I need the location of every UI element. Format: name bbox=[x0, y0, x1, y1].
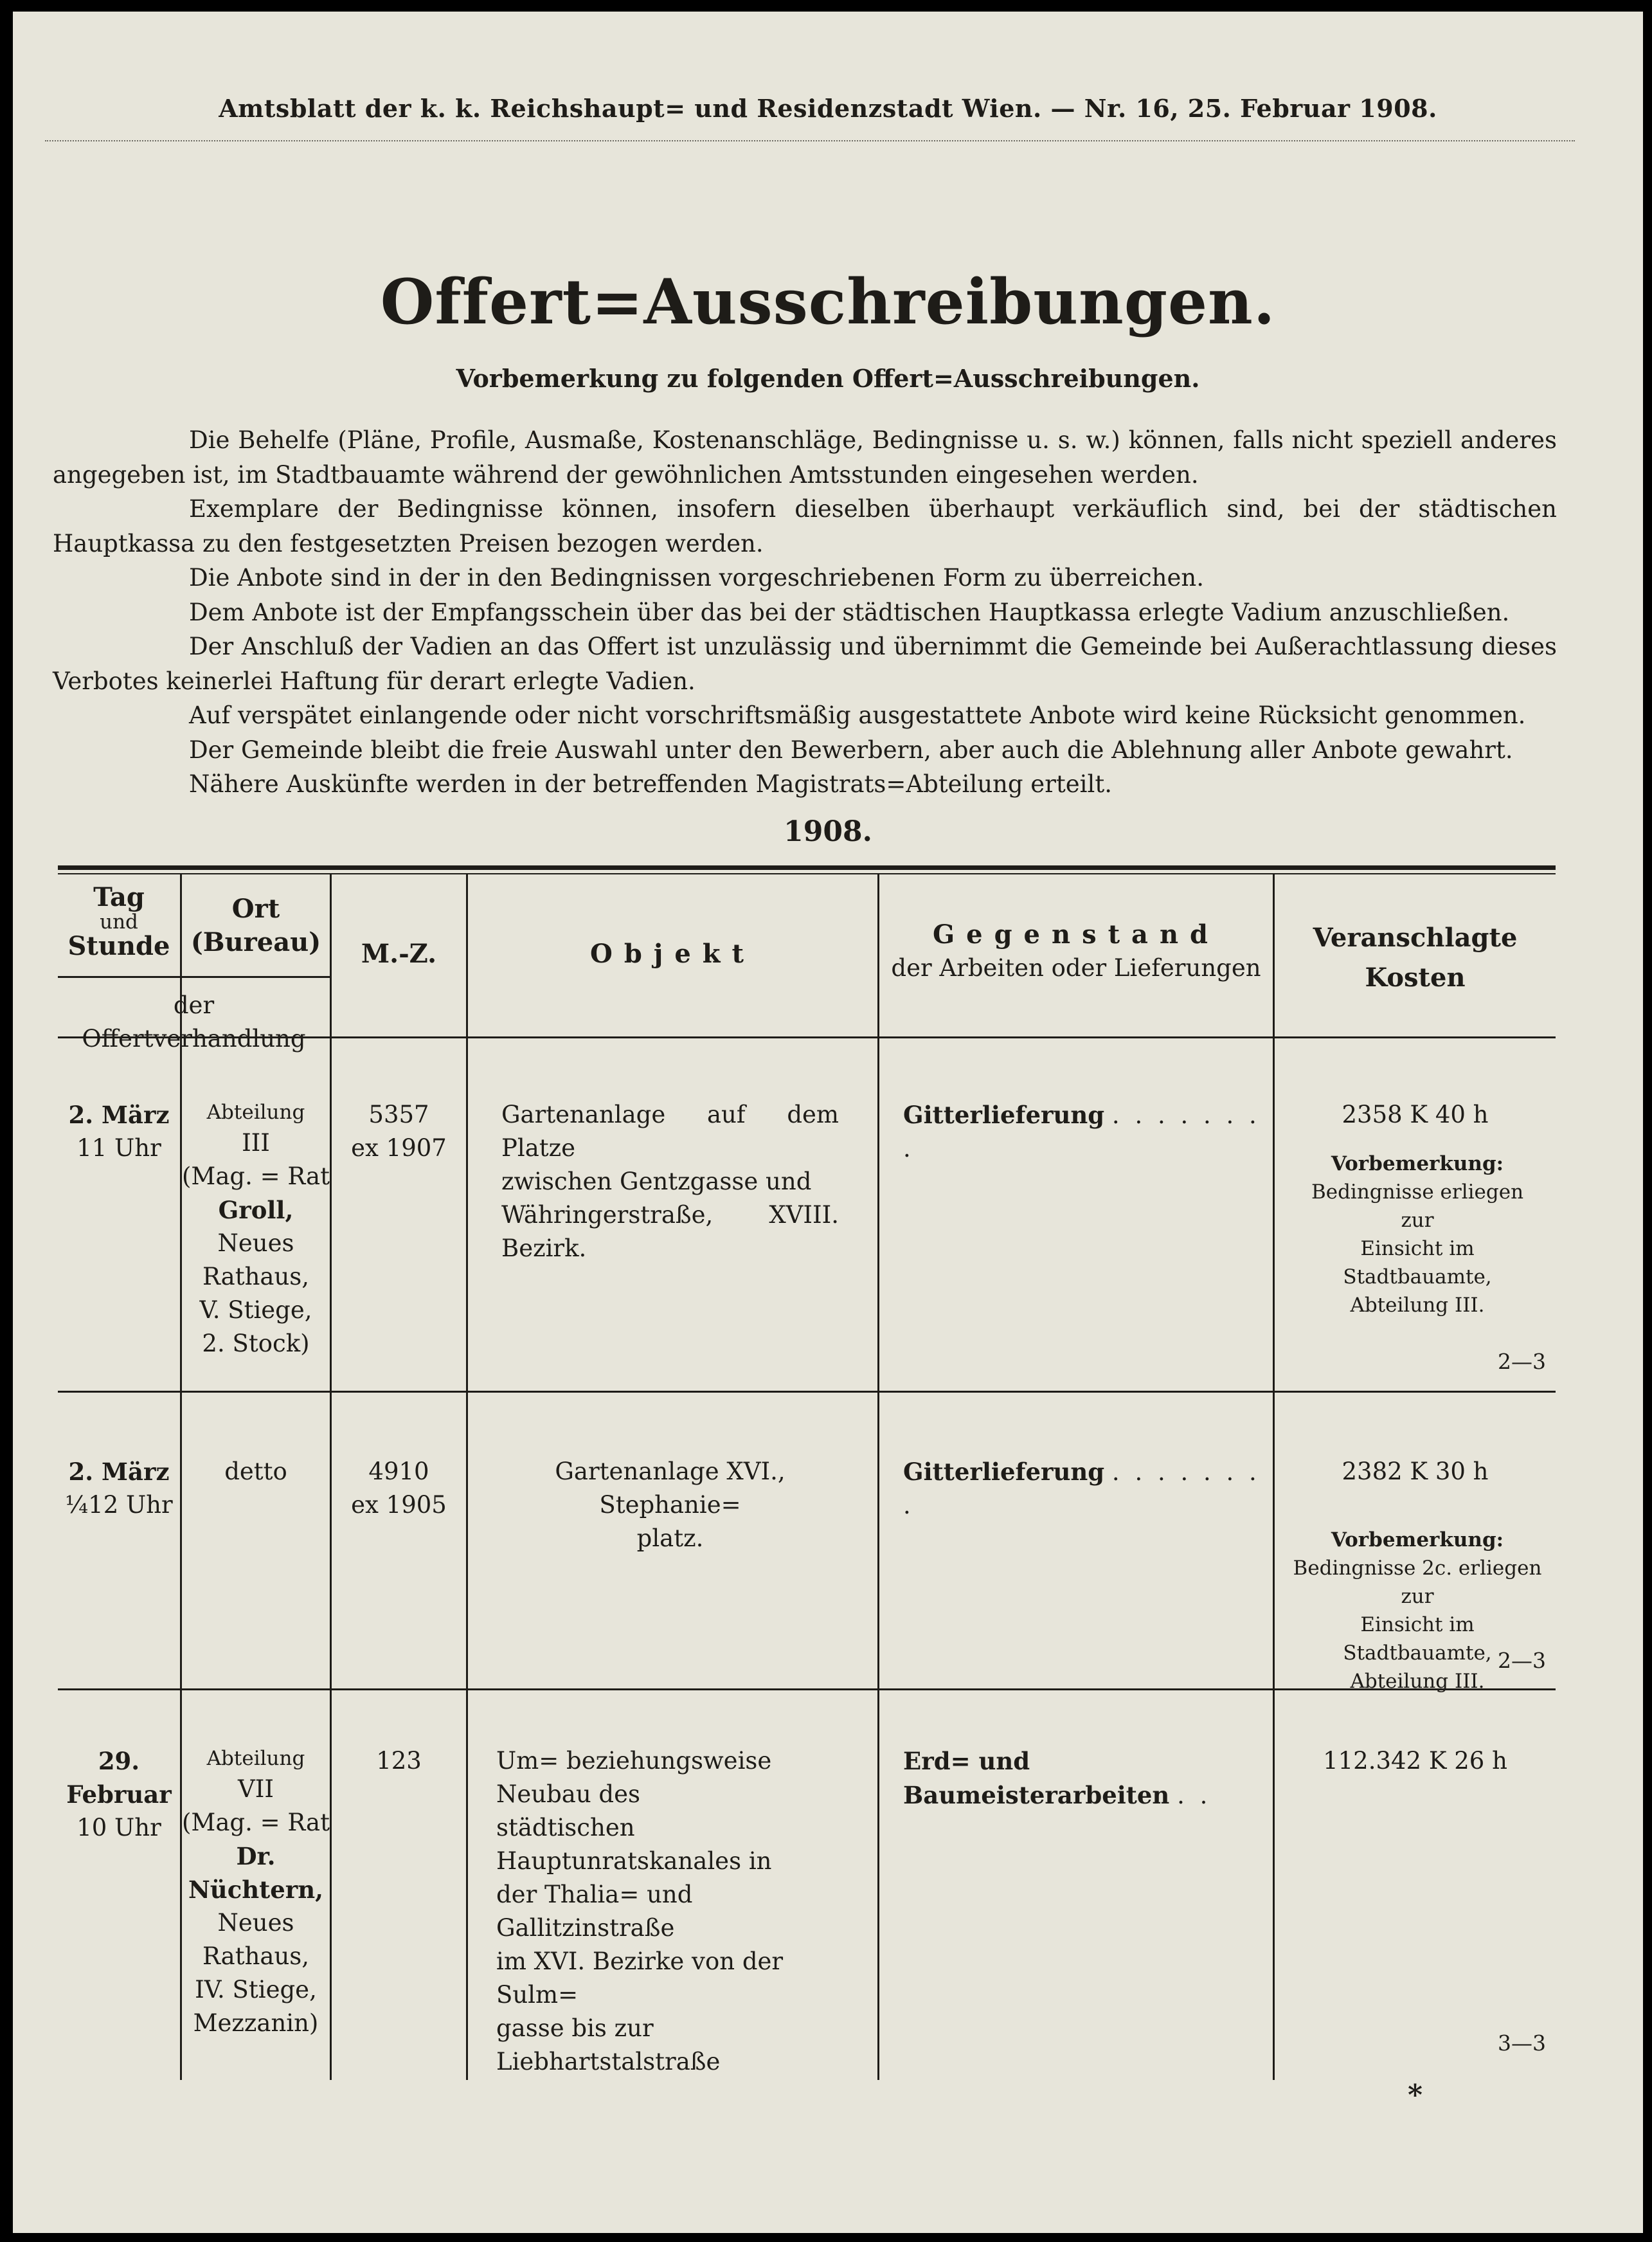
table-row-note bbox=[1292, 1150, 1543, 1319]
intro-paragraph: Der Anschluß der Vadien an das Offert ist unzulässig und übernimmt die Gemeinde bei Außerachtlassung dieses Verbotes keinerlei Haftung für derart erlegte Vadien. bbox=[53, 633, 1557, 695]
table-row-objekt bbox=[501, 1455, 839, 1555]
ort-line: Dr. bbox=[236, 1842, 276, 1870]
document-page bbox=[13, 12, 1643, 2233]
header-rule bbox=[45, 134, 1575, 141]
ort-line: V. Stiege, bbox=[199, 1296, 312, 1324]
objekt-line: im XVI. Bezirke von der Sulm= bbox=[496, 1948, 784, 2009]
table-row-mz bbox=[332, 1455, 466, 1522]
header-tag-stunde bbox=[58, 883, 180, 961]
header-ort-label: Ort bbox=[231, 894, 280, 924]
row-time: 10 Uhr bbox=[76, 1814, 161, 1841]
objekt-line: Gartenanlage auf dem Platze bbox=[501, 1101, 839, 1162]
ort-line: (Mag. = Rat bbox=[182, 1162, 330, 1190]
footer-asterisk: * bbox=[1408, 2079, 1423, 2111]
ort-line: Rathaus, bbox=[202, 1263, 310, 1290]
ort-line: Abteilung bbox=[206, 1747, 305, 1770]
header-bureau-label: (Bureau) bbox=[190, 927, 321, 957]
table-row-gegenstand bbox=[903, 1455, 1270, 1523]
row-time: 11 Uhr bbox=[76, 1134, 161, 1162]
leader-dots: . . bbox=[1177, 1782, 1212, 1809]
table-row-gegenstand bbox=[903, 1744, 1270, 1813]
table-row-objekt bbox=[501, 1098, 839, 1265]
table-row-date bbox=[58, 1455, 180, 1522]
gegenstand-text: Gitterlieferung bbox=[903, 1458, 1105, 1486]
intro-paragraph: Auf verspätet einlangende oder nicht vorschriftsmäßig ausgestattete Anbote wird keine Rücksicht genommen. bbox=[189, 701, 1526, 729]
page-subtitle: Vorbemerkung zu folgenden Offert=Ausschreibungen. bbox=[456, 364, 1200, 393]
ort-line: IV. Stiege, bbox=[195, 1976, 317, 2003]
row-time: ¼12 Uhr bbox=[65, 1491, 173, 1519]
objekt-line: gasse bis zur Liebhartstalstraße bbox=[496, 2014, 721, 2075]
table-top-rule bbox=[58, 865, 1556, 870]
ort-line: 2. Stock) bbox=[202, 1330, 310, 1357]
table-row-objekt bbox=[496, 1744, 869, 2079]
intro-paragraph: Nähere Auskünfte werden in der betreffenden Magistrats=Abteilung erteilt. bbox=[189, 770, 1112, 798]
header-offertverhandlung: der Offertverhandlung bbox=[82, 991, 306, 1053]
table-top-rule-thin bbox=[58, 873, 1556, 874]
column-divider bbox=[466, 874, 468, 2080]
leader-dots: . . . . . . . . bbox=[903, 1458, 1261, 1519]
intro-text bbox=[53, 423, 1557, 802]
intro-paragraph: Die Anbote sind in der in den Bedingnissen vorgeschriebenen Form zu überreichen. bbox=[189, 564, 1204, 592]
mz-line: ex 1907 bbox=[351, 1134, 447, 1162]
header-und: und bbox=[100, 910, 138, 934]
header-kosten-label-2: Kosten bbox=[1365, 963, 1466, 993]
header-objekt: Objekt bbox=[590, 939, 755, 969]
mz-line: 123 bbox=[376, 1747, 422, 1775]
header-mz: M.-Z. bbox=[361, 939, 437, 969]
objekt-line: der Thalia= und Gallitzinstraße bbox=[496, 1881, 693, 1942]
row-date: 2. März bbox=[68, 1101, 170, 1129]
objekt-line: platz. bbox=[636, 1524, 704, 1552]
intro-paragraph: Exemplare der Bedingnisse können, insofern dieselben überhaupt verkäuflich sind, bei der städtischen Hauptkassa zu den festgesetzten Preisen bezogen werden. bbox=[53, 495, 1557, 557]
ort-line: VII bbox=[238, 1775, 274, 1803]
year-heading: 1908. bbox=[784, 815, 872, 848]
ort-line: detto bbox=[224, 1458, 287, 1485]
table-row-ort bbox=[182, 1744, 330, 2040]
column-divider bbox=[877, 874, 879, 2080]
table-row-ort bbox=[182, 1455, 330, 1488]
objekt-line: Gartenanlage XVI., Stephanie= bbox=[555, 1458, 786, 1519]
row-reference: 2—3 bbox=[1498, 1349, 1546, 1374]
intro-paragraph: Der Gemeinde bleibt die freie Auswahl unter den Bewerbern, aber auch die Ablehnung aller Anbote gewahrt. bbox=[189, 736, 1513, 764]
note-title: Vorbemerkung: bbox=[1331, 1152, 1504, 1175]
objekt-line: zwischen Gentzgasse und bbox=[501, 1168, 812, 1195]
note-line: Bedingnisse erliegen zur bbox=[1311, 1180, 1524, 1232]
table-row-date bbox=[58, 1744, 180, 1845]
table-row-gegenstand bbox=[903, 1098, 1270, 1166]
table-row-date bbox=[58, 1098, 180, 1165]
ort-line: Groll, bbox=[218, 1196, 294, 1224]
row-date: 2. März bbox=[68, 1458, 170, 1486]
table-row-kosten: 2358 K 40 h bbox=[1342, 1101, 1489, 1128]
header-stunde: Stunde bbox=[67, 931, 170, 961]
table-row-mz bbox=[332, 1098, 466, 1165]
page-title: Offert=Ausschreibungen. bbox=[380, 266, 1276, 338]
header-kosten bbox=[1275, 918, 1556, 998]
mz-line: 4910 bbox=[368, 1458, 429, 1485]
ort-line: Nüchtern, bbox=[188, 1876, 324, 1904]
ort-line: Abteilung bbox=[206, 1101, 305, 1124]
mz-line: ex 1905 bbox=[351, 1491, 447, 1519]
row-divider bbox=[58, 1391, 1556, 1393]
note-line: Abteilung III. bbox=[1350, 1294, 1485, 1317]
intro-paragraph: Die Behelfe (Pläne, Profile, Ausmaße, Kostenanschläge, Bedingnisse u. s. w.) können, falls nicht speziell anderes angegeben ist, im Stadtbauamte während der gewöhnlichen Amtsstunden eingesehen werden. bbox=[53, 426, 1557, 489]
ort-line: Rathaus, bbox=[202, 1942, 310, 1970]
note-line: Einsicht im Stadtbauamte, bbox=[1343, 1237, 1492, 1288]
gegenstand-text: Gitterlieferung bbox=[903, 1101, 1105, 1129]
header-gegenstand-label: Gegenstand bbox=[932, 919, 1220, 950]
table-row-kosten: 2382 K 30 h bbox=[1342, 1458, 1489, 1485]
table-row-mz bbox=[332, 1744, 466, 1778]
header-split-rule bbox=[58, 976, 330, 978]
mz-line: 5357 bbox=[368, 1101, 429, 1128]
leader-dots: . . . . . . . . bbox=[903, 1101, 1261, 1162]
note-line: Bedingnisse 2c. erliegen zur bbox=[1293, 1557, 1542, 1608]
row-reference: 3—3 bbox=[1498, 2030, 1546, 2056]
gegenstand-text: Erd= und Baumeisterarbeiten bbox=[903, 1747, 1170, 1809]
row-date: 29. Februar bbox=[66, 1747, 172, 1809]
ort-line: (Mag. = Rat bbox=[182, 1809, 330, 1836]
note-line: Abteilung III. bbox=[1350, 1670, 1485, 1693]
table-row-kosten: 112.342 K 26 h bbox=[1323, 1747, 1507, 1775]
note-title: Vorbemerkung: bbox=[1331, 1528, 1504, 1551]
header-tag: Tag bbox=[93, 882, 145, 912]
header-gegenstand bbox=[879, 918, 1273, 985]
objekt-line: Währingerstraße, XVIII. Bezirk. bbox=[501, 1201, 839, 1262]
header-gegenstand-sub: der Arbeiten oder Lieferungen bbox=[891, 954, 1261, 982]
gazette-header: Amtsblatt der k. k. Reichshaupt= und Residenzstadt Wien. — Nr. 16, 25. Februar 1908. bbox=[219, 94, 1437, 123]
header-kosten-label: Veranschlagte bbox=[1313, 923, 1518, 953]
ort-line: Neues bbox=[217, 1229, 294, 1257]
objekt-line: städtischen Hauptunratskanales in bbox=[496, 1814, 772, 1875]
objekt-line: Um= beziehungsweise Neubau des bbox=[496, 1747, 772, 1808]
note-line: Einsicht im Stadtbauamte, bbox=[1343, 1613, 1492, 1665]
intro-paragraph: Dem Anbote ist der Empfangsschein über das bei der städtischen Hauptkassa erlegte Vadium anzuschließen. bbox=[189, 598, 1510, 626]
ort-line: Neues bbox=[217, 1909, 294, 1937]
row-reference: 2—3 bbox=[1498, 1648, 1546, 1673]
ort-line: III bbox=[242, 1129, 270, 1157]
table-row-ort bbox=[182, 1098, 330, 1361]
ort-line: Mezzanin) bbox=[193, 2009, 319, 2037]
header-ort bbox=[182, 892, 330, 959]
